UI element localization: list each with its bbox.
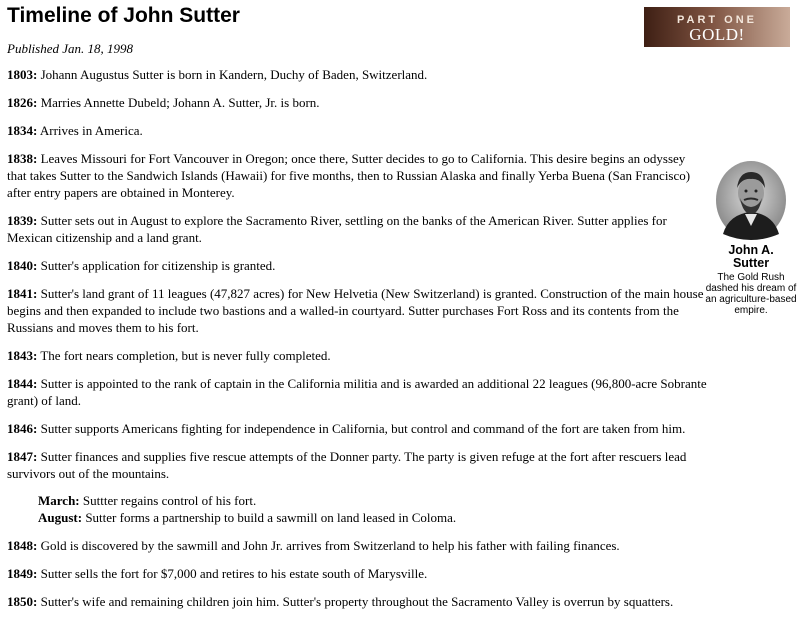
timeline-sub-entries: [38, 492, 707, 526]
sub-entry-month: August:: [38, 510, 83, 525]
entry-year: 1838:: [7, 151, 38, 166]
timeline-entry: [7, 66, 707, 83]
entry-year: 1847:: [7, 449, 38, 464]
entry-text: Sutter sets out in August to explore the Sacramento River, settling on the banks of the American River. Sutter applies for Mexican citizenship and a land grant.: [7, 213, 667, 245]
banner-part-label: PART ONE: [676, 14, 758, 26]
sub-entry-month: March:: [38, 493, 80, 508]
entry-year: 1803:: [7, 67, 38, 82]
entry-year: 1826:: [7, 95, 38, 110]
profile-caption: The Gold Rush dashed his dream of an agriculture-based empire.: [705, 272, 797, 316]
entry-year: 1839:: [7, 213, 38, 228]
timeline-entry: [7, 212, 707, 246]
timeline-entry: [7, 257, 707, 274]
sutter-portrait: [715, 160, 787, 240]
banner-word: GOLD!: [689, 25, 745, 44]
entry-year: 1844:: [7, 376, 38, 391]
entry-text: Leaves Missouri for Fort Vancouver in Oregon; once there, Sutter decides to go to California. This desire begins an odyssey that takes Sutter to the Sandwich Islands (Hawaii) for five months, then to Russian Alaska and finally Yerba Buena (San Francisco) after entry papers are obtained in Monterey.: [7, 151, 691, 200]
entry-year: 1850:: [7, 594, 38, 609]
entry-text: Arrives in America.: [37, 123, 143, 138]
timeline-entry: [7, 94, 707, 111]
timeline-entry: [7, 448, 707, 482]
entry-text: Sutter's wife and remaining children join him. Sutter's property throughout the Sacramento Valley is overrun by squatters.: [37, 594, 674, 609]
entry-text: Sutter's land grant of 11 leagues (47,827 acres) for New Helvetia (New Switzerland) is granted. Construction of the main house begins and then expanded to include two bastions and a walled-in courtyard. Sutter purchases Fort Ross and its contents from the Russians and moves them to his fort.: [7, 286, 704, 335]
entry-text: Sutter is appointed to the rank of captain in the California militia and is awarded an additional 22 leagues (96,800-acre Sobrante grant) of land.: [7, 376, 707, 408]
sub-entry-text: Sutter forms a partnership to build a sawmill on land leased in Coloma.: [82, 510, 457, 525]
entry-text: Marries Annette Dubeld; Johann A. Sutter, Jr. is born.: [37, 95, 320, 110]
timeline: [7, 66, 707, 621]
profile-name-line: John A.: [728, 243, 774, 257]
entry-year: 1840:: [7, 258, 38, 273]
sub-entry: [38, 492, 707, 509]
profile-name-line: Sutter: [732, 256, 770, 270]
timeline-entry: [7, 537, 707, 554]
entry-text: Sutter finances and supplies five rescue attempts of the Donner party. The party is given refuge at the fort after rescuers lead survivors out of the mountains.: [7, 449, 687, 481]
page-title: Timeline of John Sutter: [7, 4, 240, 27]
sub-entry: [38, 509, 707, 526]
part-one-gold-banner[interactable]: [644, 7, 790, 47]
entry-text: Johann Augustus Sutter is born in Kandern, Duchy of Baden, Switzerland.: [37, 67, 428, 82]
entry-text: Sutter sells the fort for $7,000 and retires to his estate south of Marysville.: [37, 566, 428, 581]
published-date: Published Jan. 18, 1998: [7, 41, 134, 56]
timeline-entry: [7, 375, 707, 409]
entry-year: 1834:: [7, 123, 38, 138]
entry-year: 1843:: [7, 348, 38, 363]
timeline-entry: [7, 122, 707, 139]
sub-entry-text: Suttter regains control of his fort.: [79, 493, 257, 508]
entry-year: 1846:: [7, 421, 38, 436]
timeline-entry: [7, 420, 707, 437]
timeline-entry: [7, 347, 707, 364]
sutter-profile: [704, 160, 798, 316]
entry-year: 1848:: [7, 538, 38, 553]
entry-year: 1849:: [7, 566, 38, 581]
entry-text: The fort nears completion, but is never fully completed.: [37, 348, 331, 363]
entry-text: Gold is discovered by the sawmill and John Jr. arrives from Switzerland to help his father with failing finances.: [37, 538, 620, 553]
timeline-entry: [7, 150, 707, 201]
entry-text: Sutter supports Americans fighting for independence in California, but control and command of the fort are taken from him.: [37, 421, 686, 436]
entry-year: 1841:: [7, 286, 38, 301]
timeline-entry: [7, 285, 707, 336]
timeline-entry: [7, 565, 707, 582]
profile-name: [704, 244, 798, 270]
entry-text: Sutter's application for citizenship is granted.: [37, 258, 276, 273]
